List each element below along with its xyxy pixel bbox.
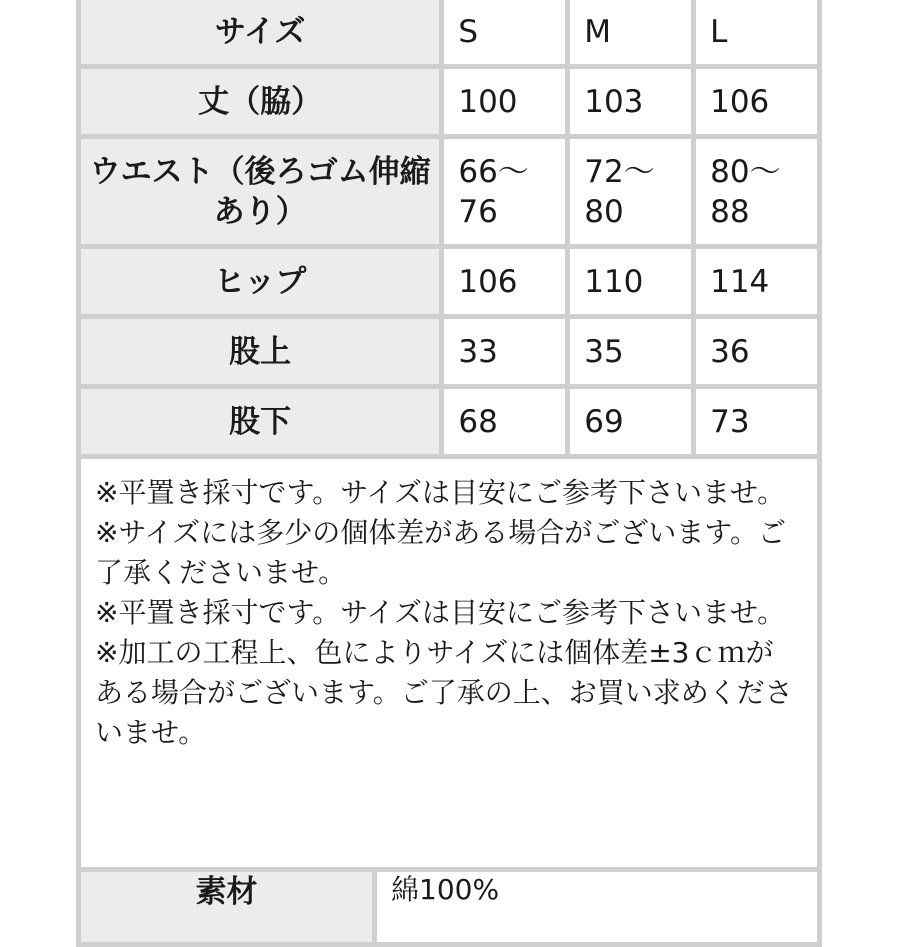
cell-value: 80〜88: [696, 139, 817, 244]
table-row: [81, 319, 817, 384]
note-text: ※平置き採寸です。サイズは目安にご参考下さいませ。: [95, 476, 786, 509]
size-l-header: L: [696, 0, 817, 64]
cell-value: 73: [696, 389, 817, 454]
row-label-rise: 股上: [81, 319, 439, 384]
table-row: [81, 249, 817, 314]
cell-value: 100: [444, 69, 565, 134]
size-header-label: サイズ: [81, 0, 439, 64]
cell-value: 69: [570, 389, 691, 454]
cell-value: 36: [696, 319, 817, 384]
row-label-inseam: 股下: [81, 389, 439, 454]
product-spec-container: [76, 0, 822, 947]
size-m-header: M: [570, 0, 691, 64]
material-table: [76, 867, 822, 947]
cell-value: 33: [444, 319, 565, 384]
material-label: 素材: [81, 872, 372, 942]
notes-cell: [81, 459, 817, 867]
material-value: 綿100%: [377, 872, 817, 942]
row-label-hip: ヒップ: [81, 249, 439, 314]
size-s-header: S: [444, 0, 565, 64]
note-text: ※平置き採寸です。サイズは目安にご参考下さいませ。: [95, 596, 786, 629]
cell-value: 66〜76: [444, 139, 565, 244]
cell-value: 114: [696, 249, 817, 314]
table-row: [81, 139, 817, 244]
table-row: [81, 69, 817, 134]
table-row: [81, 389, 817, 454]
cell-value: 106: [444, 249, 565, 314]
cell-value: 110: [570, 249, 691, 314]
size-header-row: [81, 0, 817, 64]
notes-table: [76, 454, 822, 872]
cell-value: 68: [444, 389, 565, 454]
cell-value: 106: [696, 69, 817, 134]
cell-value: 35: [570, 319, 691, 384]
cell-value: 103: [570, 69, 691, 134]
notes-row: [81, 459, 817, 867]
row-label-length: 丈（脇）: [81, 69, 439, 134]
material-row: [81, 872, 817, 942]
note-text: ※加工の工程上、色によりサイズには個体差±3ｃｍがある場合がございます。ご了承の上、お買い求めくださいませ。: [95, 636, 793, 749]
cell-value: 72〜80: [570, 139, 691, 244]
row-label-waist: ウエスト（後ろゴム伸縮あり）: [81, 139, 439, 244]
size-table: [76, 0, 822, 459]
note-text: ※サイズには多少の個体差がある場合がございます。ご了承くださいませ。: [95, 516, 786, 589]
